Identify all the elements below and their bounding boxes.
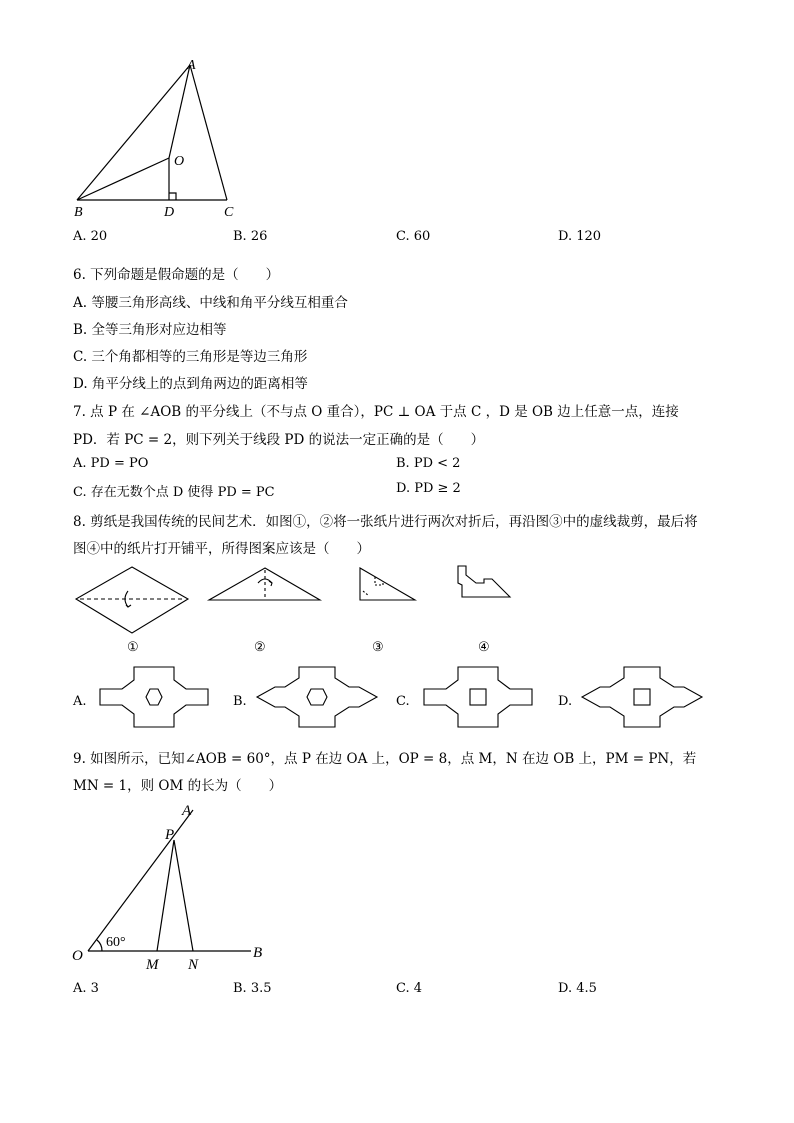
q7-option-c[interactable]: C. 存在无数个点 D 使得 PD = PC: [73, 485, 275, 500]
q9-stem-line1: 9. 如图所示，已知∠AOB = 60°，点 P 在边 OA 上，OP = 8，点 M，N 在边 OB 上，PM = PN，若: [73, 751, 697, 767]
q8-stem-line1: 8. 剪纸是我国传统的民间艺术．如图①，②将一张纸片进行两次对折后，再沿图③中的虚线裁剪，最后将: [73, 514, 698, 530]
q5-label-o: O: [174, 154, 185, 169]
q8-figure-2-triangle: [205, 565, 325, 605]
q8-option-c-pattern[interactable]: [418, 665, 538, 730]
q5-triangle-figure: [60, 55, 260, 225]
q5-label-a: A: [187, 58, 196, 73]
q7-option-a[interactable]: A. PD = PO: [73, 456, 149, 471]
q8-figure-4-cut-shape: [452, 563, 517, 603]
q5-segment-bo: [77, 158, 169, 200]
q6-stem: 6. 下列命题是假命题的是（ ）: [73, 267, 280, 283]
q9-label-a: A: [182, 803, 192, 819]
q5-option-d[interactable]: D. 120: [558, 229, 602, 244]
q8-option-a-pattern[interactable]: [94, 665, 214, 730]
q9-segment-pn: [174, 840, 193, 951]
q8-option-c-label[interactable]: C.: [396, 694, 410, 709]
q9-ray-oa: [88, 810, 193, 951]
q8-option-a-label[interactable]: A.: [73, 694, 87, 709]
q9-label-angle: 60°: [106, 935, 126, 950]
q9-label-b: B: [253, 945, 263, 961]
q5-label-b: B: [74, 205, 83, 220]
q5-label-d: D: [164, 205, 175, 220]
q8-figure-number-2: ②: [254, 640, 266, 655]
q8-option-b-label[interactable]: B.: [233, 694, 247, 709]
q9-option-b[interactable]: B. 3.5: [233, 981, 272, 996]
q8-figure-number-3: ③: [372, 640, 384, 655]
q9-label-n: N: [188, 957, 199, 973]
q9-stem-line2: MN = 1，则 OM 的长为（ ）: [73, 778, 283, 794]
q5-right-angle-mark: [169, 193, 176, 200]
q8-figure-number-4: ④: [478, 640, 490, 655]
q9-option-c[interactable]: C. 4: [396, 981, 423, 996]
q7-stem-line1: 7. 点 P 在 ∠AOB 的平分线上（不与点 O 重合），PC ⊥ OA 于点 C ，D 是 OB 边上任意一点，连接: [73, 404, 679, 420]
q7-stem-line2: PD．若 PC = 2，则下列关于线段 PD 的说法一定正确的是（ ）: [73, 432, 485, 448]
q8-option-d-pattern[interactable]: [580, 665, 705, 730]
q9-label-p: P: [165, 827, 175, 843]
q6-option-a[interactable]: A. 等腰三角形高线、中线和角平分线互相重合: [73, 295, 348, 311]
q9-angle-figure: [68, 800, 278, 980]
q5-side-ab: [77, 65, 190, 200]
q9-label-m: M: [146, 957, 159, 973]
q9-angle-arc: [97, 940, 102, 951]
q8-option-b-pattern[interactable]: [255, 665, 380, 730]
q6-option-b[interactable]: B. 全等三角形对应边相等: [73, 322, 227, 338]
q5-side-ac: [190, 65, 227, 200]
q7-option-d[interactable]: D. PD ≥ 2: [396, 481, 461, 496]
q9-option-a[interactable]: A. 3: [73, 981, 99, 996]
q8-figure-3-small-triangle: [355, 565, 420, 605]
q5-segment-ao: [169, 65, 190, 158]
q8-figure-number-1: ①: [127, 640, 139, 655]
q8-stem-line2: 图④中的纸片打开铺平，所得图案应该是（ ）: [73, 541, 370, 557]
q9-option-d[interactable]: D. 4.5: [558, 981, 597, 996]
q7-option-b[interactable]: B. PD < 2: [396, 456, 461, 471]
q8-option-d-label[interactable]: D.: [558, 694, 573, 709]
q5-label-c: C: [224, 205, 234, 220]
q6-option-c[interactable]: C. 三个角都相等的三角形是等边三角形: [73, 349, 308, 365]
q9-segment-pm: [157, 840, 174, 951]
q9-label-o: O: [72, 948, 83, 964]
q5-option-a[interactable]: A. 20: [73, 229, 108, 244]
q8-figure-1-rhombus: [74, 565, 194, 640]
q6-option-d[interactable]: D. 角平分线上的点到角两边的距离相等: [73, 376, 308, 392]
q5-option-c[interactable]: C. 60: [396, 229, 431, 244]
q5-option-b[interactable]: B. 26: [233, 229, 268, 244]
